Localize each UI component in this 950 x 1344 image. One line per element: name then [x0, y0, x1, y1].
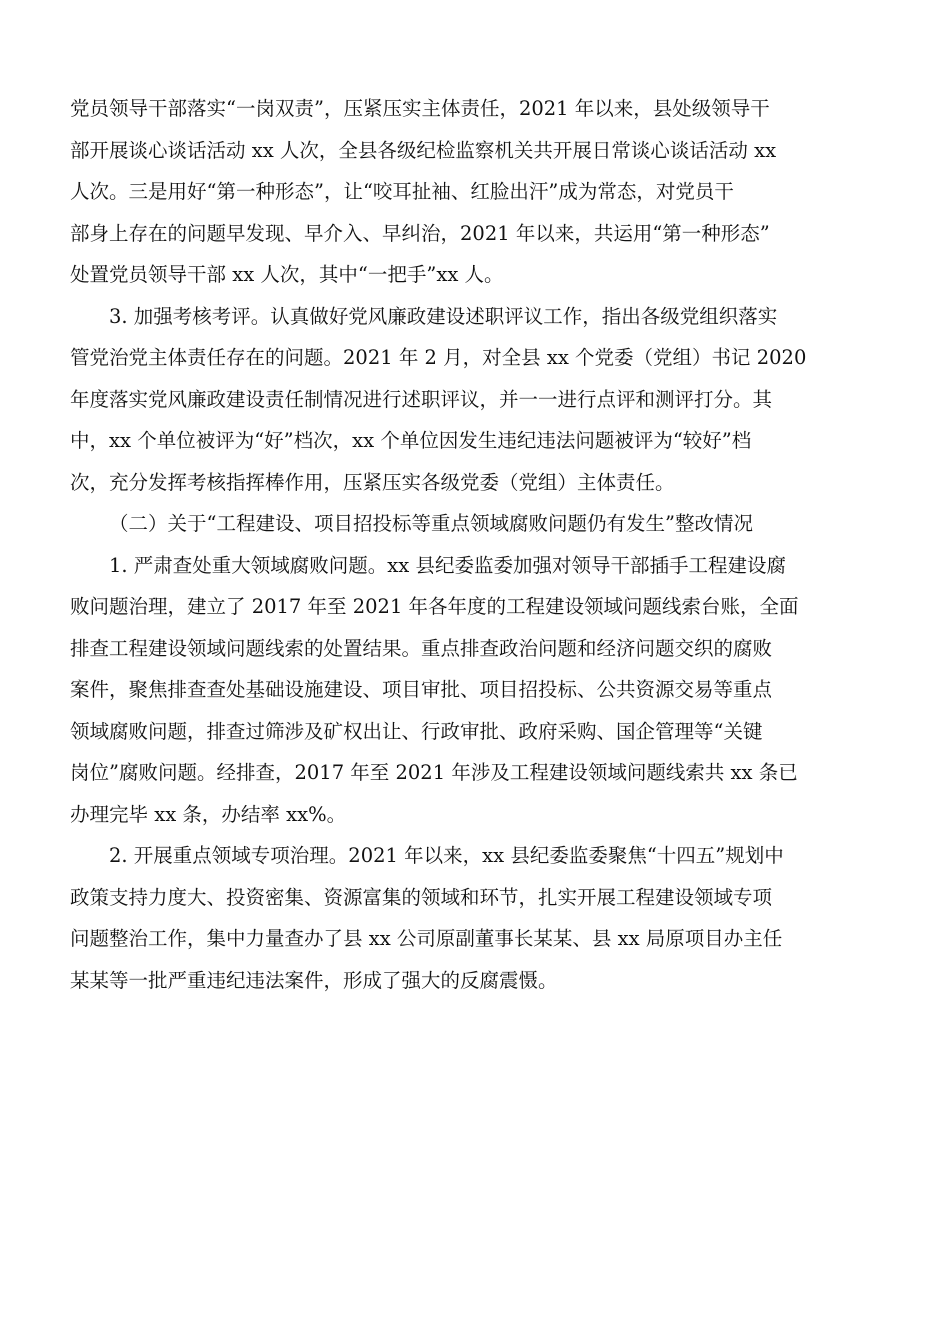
- paragraph: [70, 835, 880, 1001]
- text-line: 领域腐败问题，排查过筛涉及矿权出让、行政审批、政府采购、国企管理等“关键: [70, 719, 763, 743]
- document-page: [70, 88, 880, 1001]
- text-line: 岗位”腐败问题。经排查，2017 年至 2021 年涉及工程建设领域问题线索共 xx 条已: [70, 761, 798, 784]
- text-line: 2. 开展重点领域专项治理。2021 年以来，xx 县纪委监委聚焦“十四五”规划中: [109, 844, 784, 867]
- text-line: 1. 严肃查处重大领域腐败问题。xx 县纪委监委加强对领导干部插手工程建设腐: [109, 553, 786, 577]
- text-line: 问题整治工作，集中力量查办了县 xx 公司原副董事长某某、县 xx 局原项目办主任: [70, 927, 783, 950]
- text-line: 中，xx 个单位被评为“好”档次，xx 个单位因发生违纪违法问题被评为“较好”档: [70, 429, 752, 452]
- text-line: 排查工程建设领域问题线索的处置结果。重点排查政治问题和经济问题交织的腐败: [70, 636, 773, 660]
- text-line: 管党治党主体责任存在的问题。2021 年 2 月，对全县 xx 个党委（党组）书记 2020: [70, 346, 807, 369]
- paragraph: [70, 88, 880, 296]
- text-line: 部开展谈心谈话活动 xx 人次，全县各级纪检监察机关共开展日常谈心谈话活动 xx: [70, 138, 777, 162]
- text-line: 年度落实党风廉政建设责任制情况进行述职评议，并一一进行点评和测评打分。其: [70, 387, 773, 411]
- paragraph: [70, 545, 880, 836]
- text-line: 某某等一批严重违纪违法案件，形成了强大的反腐震慑。: [70, 968, 558, 992]
- text-line: 政策支持力度大、投资密集、资源富集的领域和环节，扎实开展工程建设领域专项: [70, 885, 773, 909]
- text-line: 次，充分发挥考核指挥棒作用，压紧压实各级党委（党组）主体责任。: [70, 470, 675, 494]
- text-line: 办理完毕 xx 条，办结率 xx%。: [70, 802, 347, 826]
- text-line: 人次。三是用好“第一种形态”，让“咬耳扯袖、红脸出汗”成为常态，对党员干: [70, 180, 734, 203]
- text-line: （二）关于“工程建设、项目招投标等重点领域腐败问题仍有发生”整改情况: [109, 512, 753, 535]
- text-line: 败问题治理，建立了 2017 年至 2021 年各年度的工程建设领域问题线索台账，全面: [70, 595, 799, 618]
- paragraph: [70, 296, 880, 504]
- text-line: 部身上存在的问题早发现、早介入、早纠治，2021 年以来，共运用“第一种形态”: [70, 221, 770, 245]
- text-line: 案件，聚焦排查查处基础设施建设、项目审批、项目招投标、公共资源交易等重点: [70, 678, 773, 701]
- text-line: 3. 加强考核考评。认真做好党风廉政建设述职评议工作，指出各级党组织落实: [109, 304, 778, 328]
- section-heading: [70, 503, 880, 545]
- text-line: 党员领导干部落实“一岗双责”，压紧压实主体责任，2021 年以来，县处级领导干: [70, 97, 770, 120]
- text-line: 处置党员领导干部 xx 人次，其中“一把手”xx 人。: [70, 263, 504, 286]
